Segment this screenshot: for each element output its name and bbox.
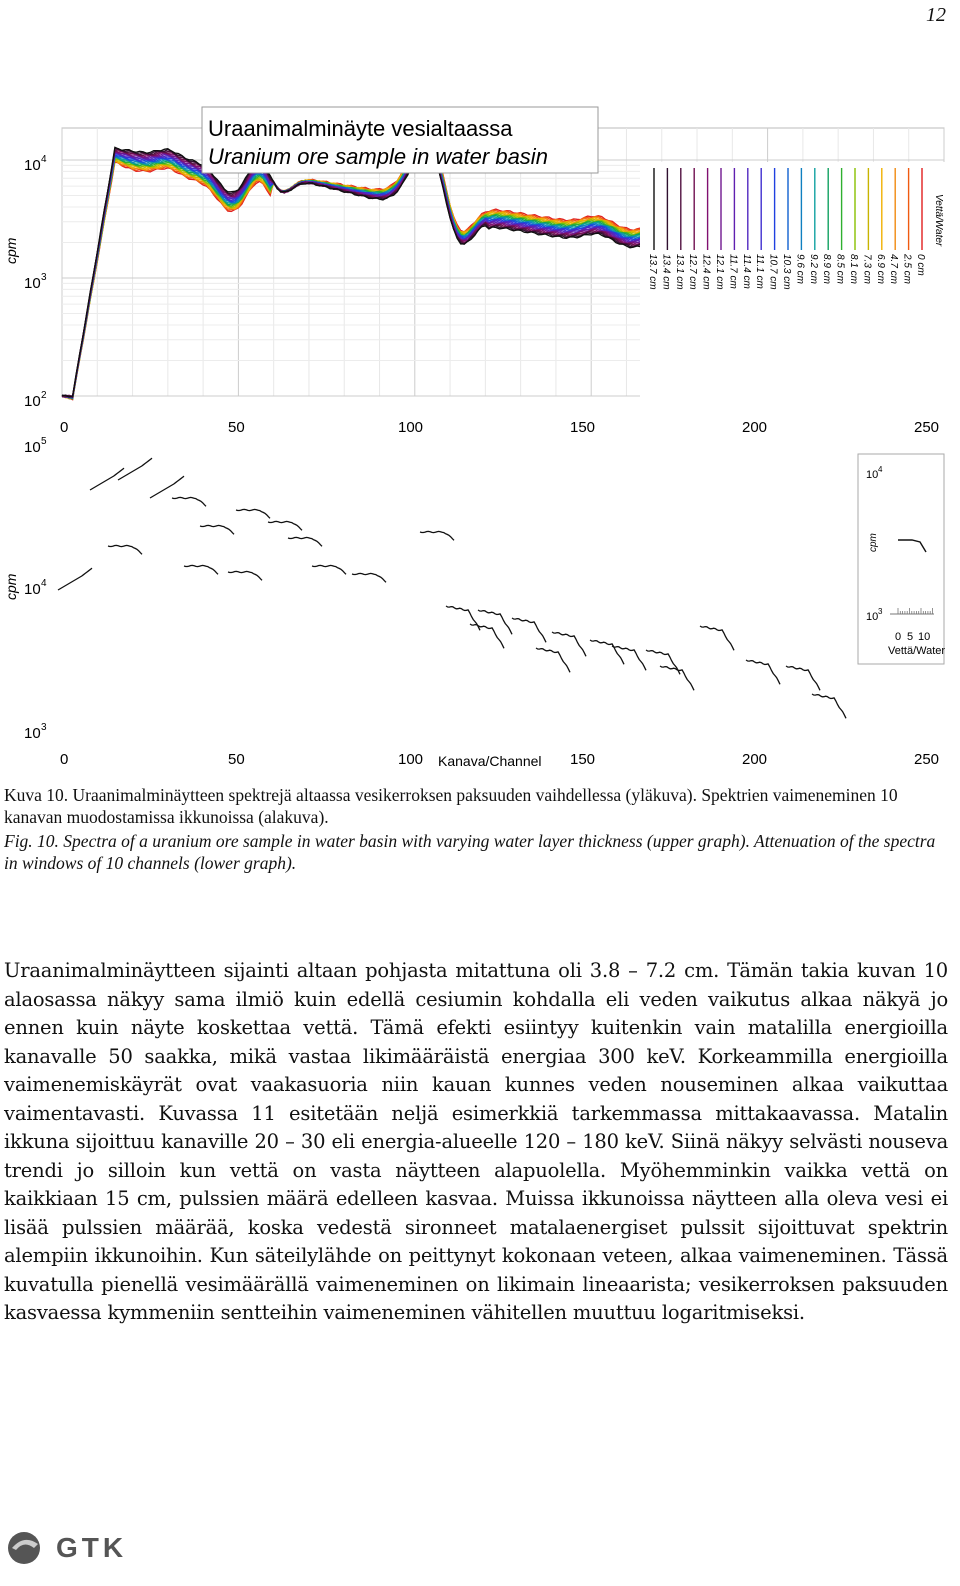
- upper-xtick-200: 200: [742, 419, 768, 436]
- legend-item: 4.7 cm: [888, 254, 900, 285]
- inset-xtick-5: 5: [907, 631, 914, 643]
- attenuation-segment: [590, 640, 624, 664]
- lower-xtick-150: 150: [570, 751, 596, 768]
- lower-ytick-1e5: [24, 436, 47, 456]
- legend-item: 9.6 cm: [794, 254, 806, 285]
- upper-ytick-1e3: [24, 272, 47, 292]
- svg-text:10: 10: [24, 275, 41, 292]
- lower-xtick-250: 250: [914, 751, 940, 768]
- svg-text:10: 10: [866, 611, 879, 623]
- legend-item: 12.4 cm: [700, 254, 712, 290]
- attenuation-segment: [312, 565, 346, 574]
- legend-item: 6.9 cm: [874, 254, 886, 285]
- inset-xtick-10: 10: [918, 631, 931, 643]
- lower-chart: [0, 430, 960, 770]
- attenuation-segment: [700, 626, 734, 650]
- attenuation-segment: [288, 537, 322, 546]
- upper-xtick-100: 100: [398, 419, 424, 436]
- attenuation-segment: [812, 694, 846, 718]
- lower-xlabel: Kanava/Channel: [438, 753, 542, 769]
- body-paragraph: Uraanimalminäytteen sijainti altaan pohjasta mitattuna oli 3.8 – 7.2 cm. Tämän takia kuvan 10 alaosassa näkyy sama ilmiö kuin edellä cesiumin kohdalla eli veden vaikutus alkaa näkyä jo ennen kuin näyte koskettaa vettä. Tämä efekti esiintyy kuitenkin vain matalilla energioilla kanavalle 50 saakka, mikä vastaa likimääräistä energiaa 300 keV. Korkeammilla energioilla vaimenemiskäyrät ovat vaakasuoria niin kauan kunnes veden nouseminen alkaa vaikuttaa vaimentavasti. Kuvassa 11 esitetään neljä esimerkkiä tarkemmassa mittakaavassa. Matalin ikkuna sijoittuu kanaville 20 – 30 eli energia-alueelle 120 – 180 keV. Siinä näkyy selvästi nouseva trendi jo silloin kun vettä on vasta näytteen alapuolella. Myöhemminkin vaikka vettä on kaikkiaan 15 cm, pulssien määrä edelleen kasvaa. Muissa ikkunoissa näytteen alla oleva vesi ei lisää pulssien määrää, koska vedestä sironneet matalaenergiset pulssit sijoittuvat spektrin alempiin ikkunoihin. Kun säteilylähde on peittynyt kokonaan veteen, alkaa vaimeneminen. Tässä kuvatulla pienellä vesimäärällä vaimeneminen on likimain lineaarista; vesikerroksen paksuuden kasvaessa kymmeniin sentteihin vaimeneminen vähitellen muuttuu logaritmiseksi.: [4, 959, 948, 1324]
- upper-title-fi: Uraanimalminäyte vesialtaassa: [208, 116, 513, 141]
- attenuation-segment: [746, 660, 780, 684]
- attenuation-segment: [660, 666, 694, 690]
- upper-ylabel: cpm: [3, 237, 19, 264]
- legend-item: 11.7 cm: [727, 254, 739, 289]
- svg-text:10: 10: [24, 581, 41, 598]
- upper-xtick-250: 250: [914, 419, 940, 436]
- inset-xlabel: Vettä/Water: [888, 645, 946, 657]
- legend-item: 12.1 cm: [714, 254, 725, 290]
- gtk-logo: [4, 1530, 127, 1566]
- legend-item: 10.3 cm: [781, 254, 792, 290]
- legend-item: 13.1 cm: [673, 254, 685, 290]
- upper-xtick-150: 150: [570, 419, 596, 436]
- upper-xtick-0: 0: [60, 419, 69, 436]
- attenuation-segment: [352, 573, 386, 582]
- lower-ytick-1e3: [24, 722, 47, 742]
- page-number: 12: [926, 4, 946, 26]
- legend-item: 8.9 cm: [821, 254, 833, 285]
- legend-item: 2.5 cm: [901, 254, 913, 285]
- attenuation-segment: [478, 610, 512, 634]
- legend-item: 11.1 cm: [754, 254, 766, 289]
- svg-text:10: 10: [24, 393, 41, 410]
- attenuation-segment: [172, 497, 206, 506]
- attenuation-segment: [420, 531, 454, 540]
- legend-item: 8.1 cm: [848, 254, 859, 285]
- attenuation-segment: [446, 606, 480, 630]
- legend-item: 13.4 cm: [660, 254, 672, 290]
- attenuation-segment: [268, 521, 302, 530]
- caption-en: Fig. 10. Spectra of a uranium ore sample in water basin with varying water layer thickness (upper graph). Attenuation of the spectra in windows of 10 channels (lower graph).: [4, 831, 936, 873]
- svg-text:10: 10: [24, 725, 41, 742]
- svg-text:5: 5: [41, 436, 47, 447]
- upper-xtick-50: 50: [228, 419, 245, 436]
- attenuation-segment: [236, 509, 270, 518]
- legend-item: 11.4 cm: [740, 254, 752, 289]
- attenuation-segment: [612, 646, 646, 670]
- attenuation-segment: [108, 545, 142, 554]
- legend-item: 9.2 cm: [807, 254, 819, 285]
- legend-item: 10.7 cm: [767, 254, 779, 290]
- legend-item: 12.7 cm: [687, 254, 699, 290]
- gtk-logo-text: GTK: [56, 1532, 128, 1563]
- upper-ytick-1e4: [24, 154, 47, 174]
- caption-fi: Kuva 10. Uraanimalminäytteen spektrejä altaassa vesikerroksen paksuuden vaihdellessa (yläkuva). Spektrien vaimeneminen 10 kanavan muodostamissa ikkunoissa (alakuva).: [4, 785, 898, 827]
- svg-text:4: 4: [41, 578, 47, 589]
- svg-text:10: 10: [24, 439, 41, 456]
- svg-text:4: 4: [41, 154, 47, 165]
- svg-text:10: 10: [24, 157, 41, 174]
- svg-text:3: 3: [41, 722, 47, 733]
- attenuation-segment: [228, 571, 262, 580]
- upper-title-en: Uranium ore sample in water basin: [208, 144, 548, 169]
- lower-ytick-1e4: [24, 578, 47, 598]
- gtk-logo-mark-icon: [4, 1530, 52, 1566]
- attenuation-segment: [786, 666, 820, 690]
- inset-ylabel: cpm: [868, 533, 879, 552]
- legend-item: 0 cm: [915, 254, 926, 276]
- lower-xtick-200: 200: [742, 751, 768, 768]
- lower-xtick-0: 0: [60, 751, 69, 768]
- attenuation-segment: [536, 648, 570, 672]
- lower-xtick-100: 100: [398, 751, 424, 768]
- lower-xtick-50: 50: [228, 751, 245, 768]
- attenuation-segment: [646, 650, 680, 674]
- attenuation-segment: [512, 618, 546, 642]
- svg-text:3: 3: [878, 607, 883, 616]
- svg-text:4: 4: [878, 465, 883, 474]
- svg-text:2: 2: [41, 390, 47, 401]
- attenuation-segment: [470, 624, 504, 648]
- attenuation-segment: [58, 568, 92, 590]
- legend-item: 13.7 cm: [647, 254, 658, 290]
- inset-chart: [858, 454, 945, 664]
- upper-ytick-1e2: [24, 390, 47, 410]
- legend-item: 7.3 cm: [861, 254, 873, 285]
- lower-attenuation-segments: [58, 458, 932, 718]
- legend-item: 8.5 cm: [834, 254, 846, 285]
- legend-title: Vettä/Water: [933, 194, 944, 247]
- lower-ylabel: cpm: [3, 573, 19, 600]
- attenuation-segment: [200, 525, 234, 534]
- svg-text:10: 10: [866, 469, 879, 481]
- attenuation-segment: [150, 476, 184, 498]
- inset-xtick-0: 0: [895, 631, 902, 643]
- svg-text:3: 3: [41, 272, 47, 283]
- attenuation-segment: [184, 565, 218, 574]
